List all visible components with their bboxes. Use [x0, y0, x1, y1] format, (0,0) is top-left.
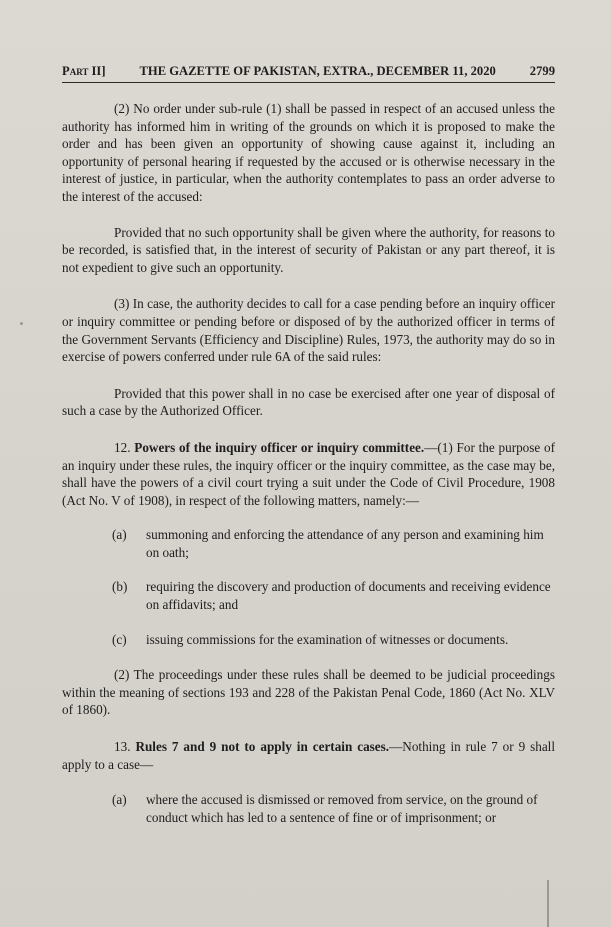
item-text: where the accused is dismissed or removed from service, on the ground of conduct which has led to a sentence of fine or of imprisonment; or	[146, 792, 538, 825]
paragraph-sub-rule-2: (2) No order under sub-rule (1) shall be passed in respect of an accused unless the authority has informed him in writing of the grounds on which it is proposed to make the order and has been given an opportunity of showing cause against it, including an opportunity of personal hearing if requested by the accused or is otherwise necessary in the interest of justice, in particular, when the authority contemplates to pass an order adverse to the interest of the accused:	[62, 101, 555, 204]
rule-13-heading: Rules 7 and 9 not to apply in certain cases.	[135, 739, 390, 755]
rule-13-number: 13.	[114, 739, 131, 755]
header-page-number: 2799	[529, 64, 555, 78]
scan-speck	[20, 322, 23, 325]
rule-13-item-a	[112, 791, 553, 826]
rule-13-text: —Nothing in rule 7 or 9 shall apply to a case—	[62, 739, 556, 772]
rule-13-paragraph	[62, 738, 555, 773]
item-label: (a)	[112, 527, 127, 543]
item-label: (a)	[112, 792, 127, 808]
paragraph-sub-rule-3: (3) In case, the authority decides to call for a case pending before an inquiry officer or inquiry committee or pending before or disposed of by the authorized officer in terms of the Government Servants (Efficiency and Discipline) Rules, 1973, the authority may do so in exercise of powers conferred under rule 6A of the said rules:	[62, 296, 555, 365]
item-label: (b)	[112, 579, 128, 595]
rule-12-paragraph	[62, 439, 555, 509]
paragraph-sub-rule-2-judicial: (2) The proceedings under these rules shall be deemed to be judicial proceedings within the meaning of sections 193 and 228 of the Pakistan Penal Code, 1860 (Act No. XLV of 1860).	[62, 667, 555, 718]
rule-12-item-c	[112, 631, 553, 649]
item-text: issuing commissions for the examination of witnesses or documents.	[146, 631, 509, 647]
rule-12-item-b	[112, 578, 553, 613]
rule-12-text: —(1) For the purpose of an inquiry under these rules, the inquiry officer or the inquiry committee, as the case may be, shall have the powers of a civil court trying a suit under the Code of Civil Procedure, 1908 (Act No. V of 1908), in respect of the following matters, namely:—	[62, 439, 556, 508]
item-text: requiring the discovery and production of documents and receiving evidence on affidavits; and	[146, 579, 551, 613]
paragraph-proviso-2: Provided that this power shall in no case be exercised after one year of disposal of such a case by the Authorized Officer.	[62, 385, 555, 419]
header-gazette-title: THE GAZETTE OF PAKISTAN, EXTRA., DECEMBER 11, 2020	[139, 64, 496, 78]
paragraph-proviso-1: Provided that no such opportunity shall be given where the authority, for reasons to be recorded, is satisfied that, in the interest of security of Pakistan or any part thereof, it is not expedient to give such an opportunity.	[62, 224, 555, 275]
scan-mark	[547, 880, 549, 927]
page-header	[62, 64, 555, 83]
header-part: Part II]	[62, 64, 106, 78]
item-text: summoning and enforcing the attendance of any person and examining him on oath;	[146, 527, 544, 560]
item-label: (c)	[112, 631, 127, 647]
rule-12-item-a	[112, 526, 553, 561]
rule-12-heading: Powers of the inquiry officer or inquiry committee.	[134, 439, 425, 455]
rule-12-number: 12.	[114, 439, 131, 455]
